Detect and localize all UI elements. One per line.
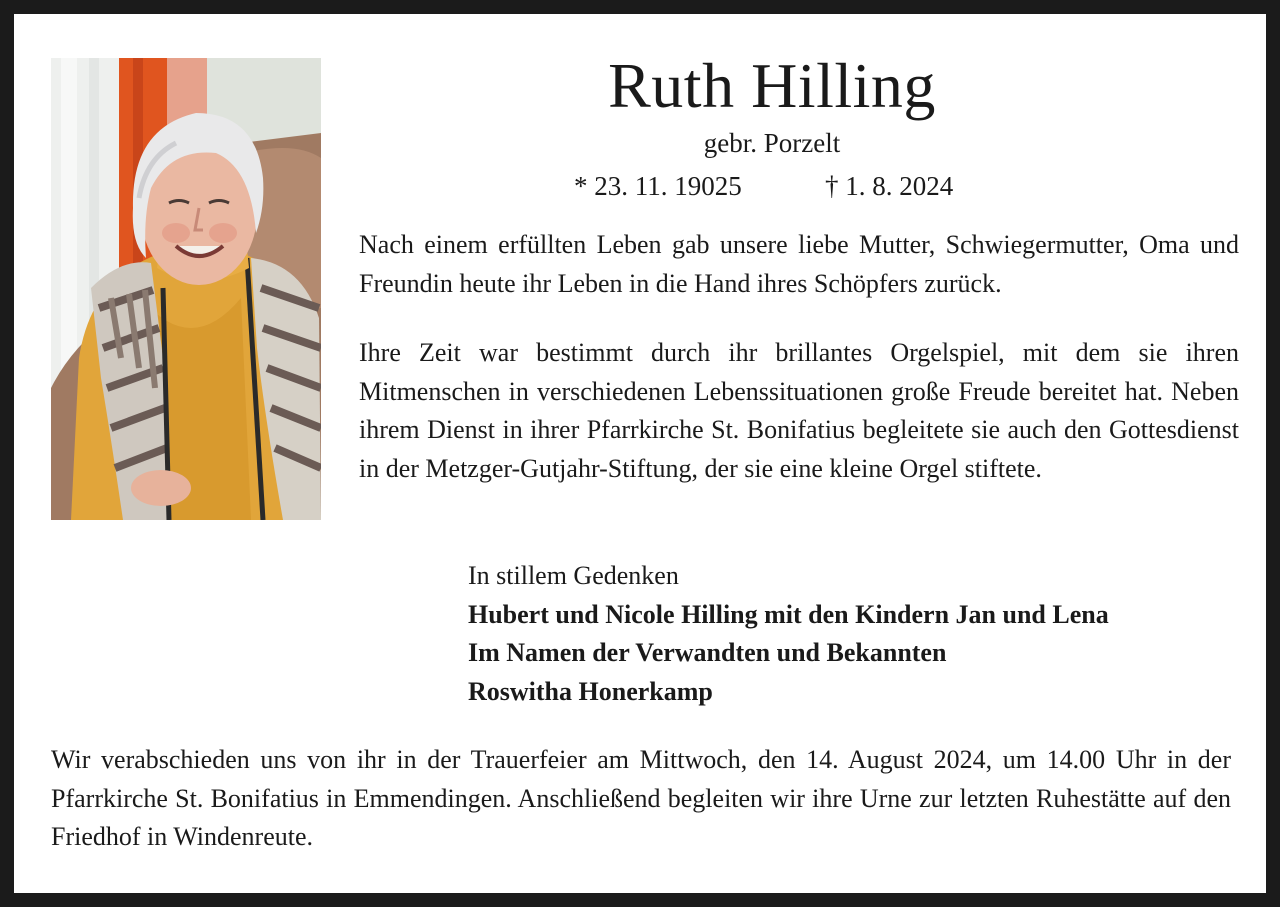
mourner-line: Im Namen der Verwandten und Bekannten xyxy=(468,638,947,667)
mourner-line: Hubert und Nicole Hilling mit den Kindern Jan und Lena xyxy=(468,599,1109,629)
biography-paragraph: Ihre Zeit war bestimmt durch ihr brillantes Orgelspiel, mit dem sie ihren Mitmenschen in verschiedenen Lebenssituationen große Freude bereitet hat. Neben ihrem Dienst in ihrer Pfarrkirche St. Bonifatius begleitete sie auch den Gottesdienst in der Metzger-Gutjahr-Stiftung, der sie eine kleine Orgel stiftete. xyxy=(359,338,1239,483)
mourner-line: Roswitha Honerkamp xyxy=(468,676,713,706)
obituary-notice xyxy=(14,14,1266,893)
funeral-details: Wir verabschieden uns von ihr in der Trauerfeier am Mittwoch, den 14. August 2024, um 14.00 Uhr in der Pfarrkirche St. Bonifatius in Emmendingen. Anschließend begleiten wir ihre Urne zur letzten Ruhestätte auf den Friedhof in Windenreute. xyxy=(51,745,1231,851)
mourners-block xyxy=(468,557,1109,711)
death-date: † 1. 8. 2024 xyxy=(825,171,954,201)
tribute-paragraph: Nach einem erfüllten Leben gab unsere liebe Mutter, Schwiegermutter, Oma und Freundin heute ihr Leben in die Hand ihres Schöpfers zurück. xyxy=(359,230,1239,298)
deceased-name: Ruth Hilling xyxy=(608,50,936,121)
memorial-intro: In stillem Gedenken xyxy=(468,561,679,590)
birth-date: * 23. 11. 19025 xyxy=(574,171,742,201)
maiden-name: gebr. Porzelt xyxy=(703,128,841,158)
portrait-photo xyxy=(51,58,321,520)
life-dates xyxy=(574,169,954,203)
